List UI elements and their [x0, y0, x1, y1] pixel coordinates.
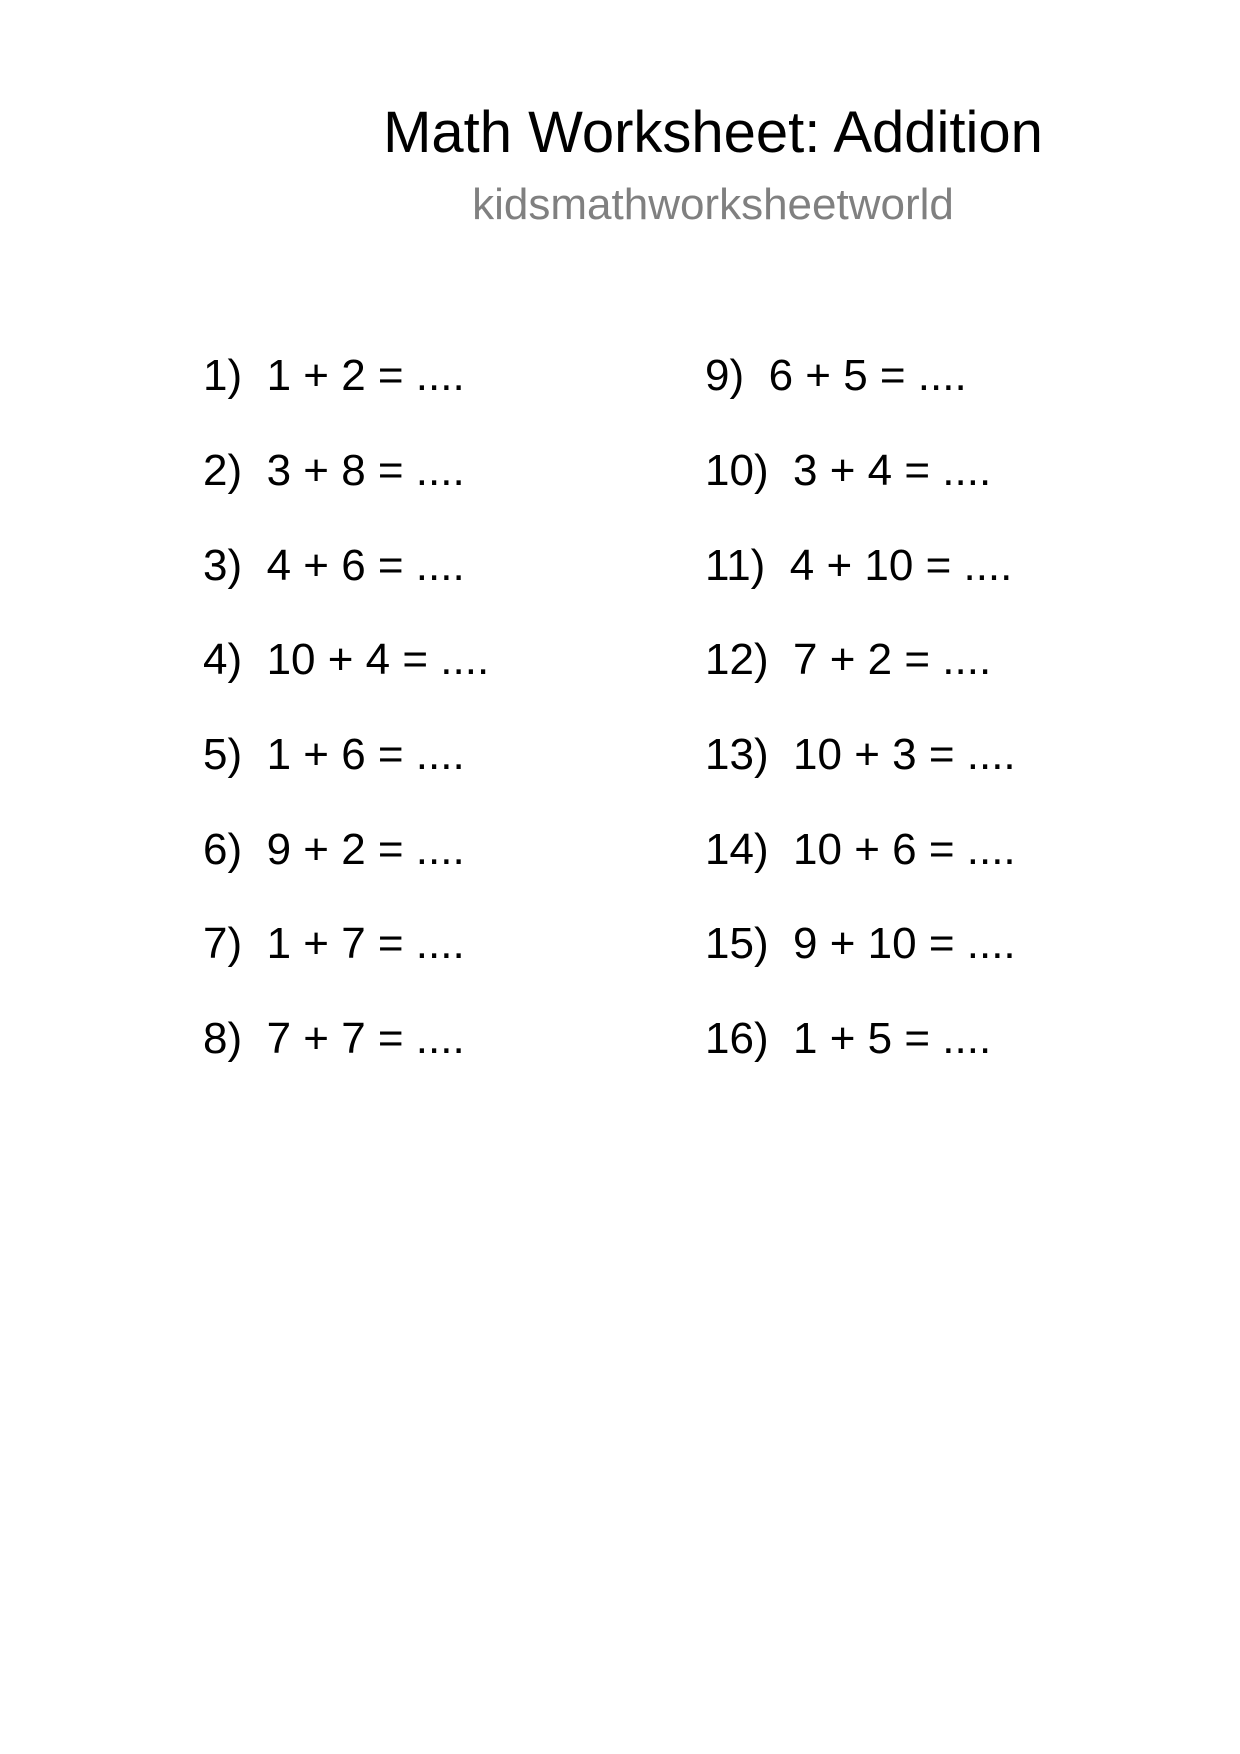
problem-item	[705, 446, 991, 496]
problem-number: 13)	[705, 730, 769, 779]
problem-expression: 10 + 3 = ....	[793, 730, 1016, 779]
problem-item	[203, 446, 465, 496]
problem-item	[705, 541, 1012, 591]
problem-item	[203, 825, 465, 875]
problem-number: 5)	[203, 730, 243, 779]
problem-expression: 4 + 6 = ....	[266, 541, 465, 590]
problem-expression: 7 + 2 = ....	[793, 635, 992, 684]
problem-item	[705, 825, 1016, 875]
problem-number: 16)	[705, 1014, 769, 1063]
problem-expression: 9 + 2 = ....	[266, 825, 465, 874]
problem-expression: 4 + 10 = ....	[789, 541, 1013, 590]
problem-item	[203, 635, 489, 685]
problem-number: 14)	[705, 825, 769, 874]
problem-number: 9)	[705, 351, 745, 400]
problem-item	[203, 1014, 465, 1064]
problem-number: 15)	[705, 919, 769, 968]
problem-expression: 7 + 7 = ....	[266, 1014, 465, 1063]
problem-expression: 3 + 4 = ....	[793, 446, 992, 495]
problem-item	[203, 351, 465, 401]
problem-expression: 3 + 8 = ....	[266, 446, 465, 495]
problem-expression: 9 + 10 = ....	[793, 919, 1016, 968]
problem-item	[203, 730, 465, 780]
problem-number: 12)	[705, 635, 769, 684]
page-title: Math Worksheet: Addition	[383, 100, 1043, 165]
problem-expression: 1 + 5 = ....	[793, 1014, 992, 1063]
page-subtitle: kidsmathworksheetworld	[472, 180, 954, 229]
problem-item	[203, 919, 465, 969]
problem-item	[705, 1014, 991, 1064]
problem-expression: 1 + 2 = ....	[266, 351, 465, 400]
problem-expression: 10 + 6 = ....	[793, 825, 1016, 874]
problem-number: 10)	[705, 446, 769, 495]
problem-number: 11)	[705, 541, 766, 590]
problem-expression: 10 + 4 = ....	[266, 635, 490, 684]
problem-item	[705, 635, 991, 685]
problem-item	[705, 730, 1016, 780]
problem-item	[203, 541, 465, 591]
problem-expression: 6 + 5 = ....	[768, 351, 967, 400]
problem-number: 4)	[203, 635, 243, 684]
problem-number: 7)	[203, 919, 243, 968]
problem-item	[705, 351, 967, 401]
problem-number: 6)	[203, 825, 243, 874]
problem-number: 1)	[203, 351, 243, 400]
problem-expression: 1 + 6 = ....	[266, 730, 465, 779]
problem-item	[705, 919, 1016, 969]
problem-number: 3)	[203, 541, 243, 590]
problem-number: 8)	[203, 1014, 243, 1063]
problem-number: 2)	[203, 446, 243, 495]
problem-expression: 1 + 7 = ....	[266, 919, 465, 968]
